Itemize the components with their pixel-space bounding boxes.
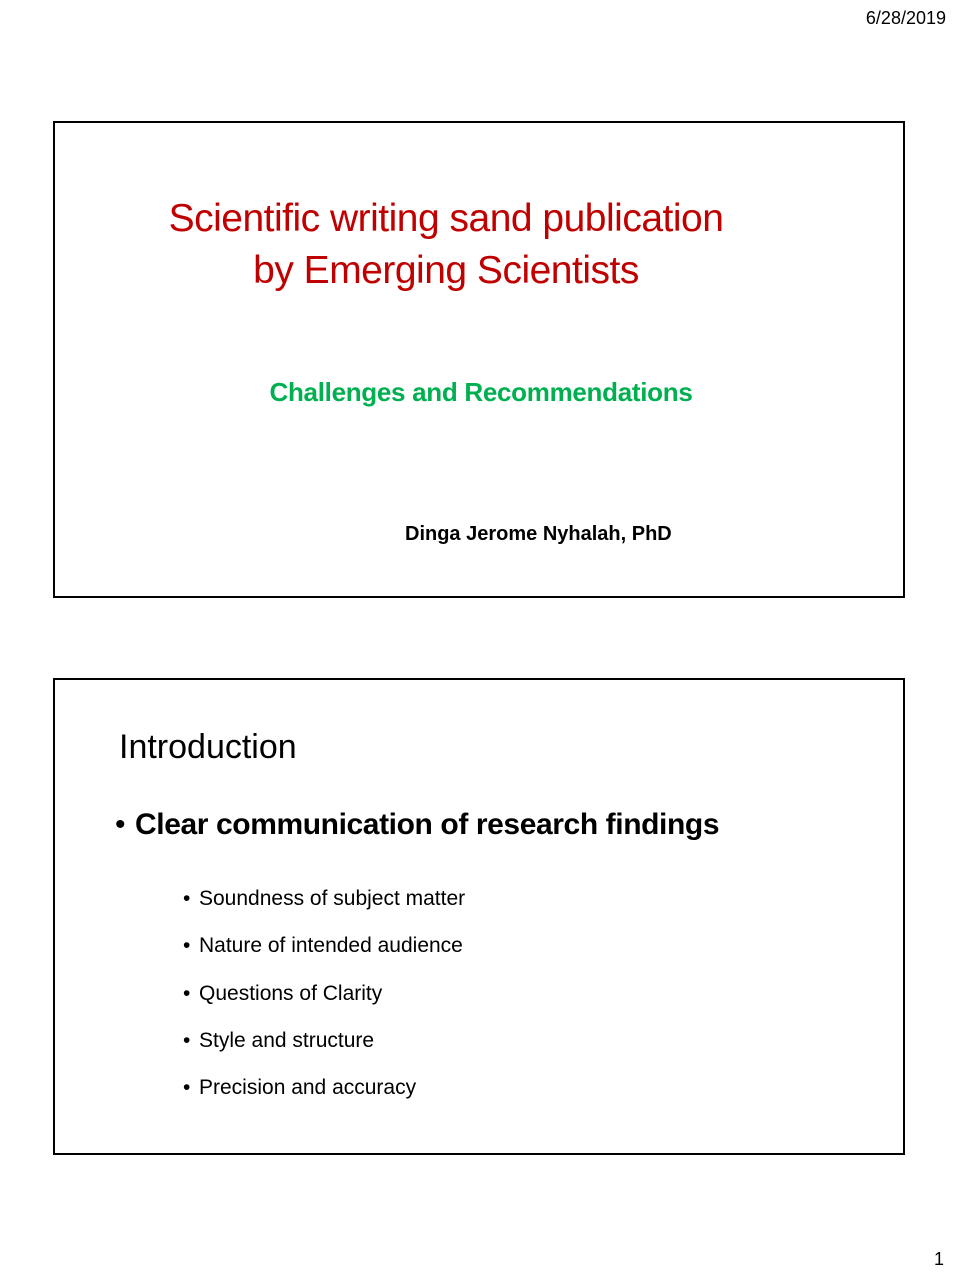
sub-bullet-list	[183, 884, 465, 1120]
slide-1	[53, 121, 905, 598]
sub-bullet-text: Nature of intended audience	[199, 934, 463, 958]
main-bullet	[115, 808, 719, 842]
sub-bullet-item	[183, 1073, 465, 1120]
bullet-dot-icon: •	[183, 1076, 191, 1100]
sub-bullet-text: Precision and accuracy	[199, 1076, 417, 1100]
bullet-dot-icon: •	[183, 887, 191, 910]
sub-bullet-text: Soundness of subject matter	[199, 887, 466, 910]
bullet-dot-icon: •	[183, 981, 191, 1005]
slide-1-title	[55, 193, 837, 297]
sub-bullet-item	[183, 931, 465, 978]
sub-bullet-item	[183, 979, 465, 1026]
slide-2	[53, 678, 905, 1155]
bullet-dot-icon: •	[115, 808, 126, 841]
title-line-1: Scientific writing sand publication	[168, 197, 724, 240]
sub-bullet-item	[183, 1026, 465, 1073]
page-number: 1	[933, 1249, 944, 1269]
bullet-dot-icon: •	[183, 934, 191, 958]
slide-1-subtitle: Challenges and Recommendations	[269, 377, 693, 407]
sub-bullet-text: Questions of Clarity	[199, 981, 383, 1005]
author-name: Dinga Jerome Nyhalah, PhD	[405, 523, 672, 545]
sub-bullet-item	[183, 884, 465, 931]
title-line-2: by Emerging Scientists	[253, 249, 639, 292]
sub-bullet-text: Style and structure	[199, 1028, 375, 1052]
slide-2-heading: Introduction	[119, 728, 297, 766]
header-date: 6/28/2019	[865, 8, 946, 28]
bullet-dot-icon: •	[183, 1028, 191, 1052]
main-bullet-text: Clear communication of research findings	[135, 808, 720, 841]
